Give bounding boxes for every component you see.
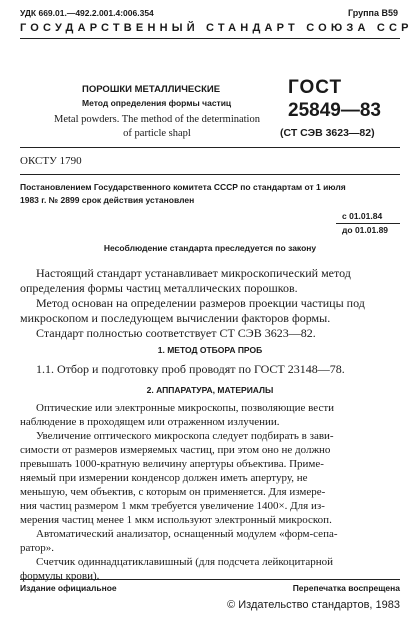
header-rule	[20, 38, 400, 39]
agency-title: ГОСУДАРСТВЕННЫЙ СТАНДАРТ СОЮЗА ССР	[20, 22, 413, 34]
group-code: Группа В59	[347, 8, 398, 18]
section2-p2-line6: ния частиц размером 1 мкм требуется увеличение 1400×. Для из-	[20, 500, 325, 512]
intro-p2	[20, 296, 400, 326]
intro-p1-line1: Настоящий стандарт устанавливает микроскопический метод	[36, 266, 351, 280]
gost-label: ГОСТ	[288, 77, 343, 98]
section2-p2-line2: симости от размеров измеряемых частиц, при этом оно не должно	[20, 444, 331, 456]
effective-to: до 01.01.89	[342, 225, 389, 235]
gost-number: 25849—83	[288, 100, 381, 121]
section1-heading: 1. МЕТОД ОТБОРА ПРОБ	[157, 345, 263, 355]
official-edition: Издание официальное	[20, 583, 117, 593]
section2-p2	[20, 429, 400, 527]
section2-p4-line1: Счетчик одиннадцатиклавишный (для подсчета лейкоцитарной	[36, 556, 333, 568]
intro-p1	[20, 266, 400, 296]
decree-text	[20, 181, 400, 207]
intro-p3: Стандарт полностью соответствует СТ СЭВ 3623—82.	[36, 326, 316, 340]
section2-p1-line2: наблюдение в проходящем или отраженном излучении.	[20, 416, 280, 428]
section2-p3-line2: ратор».	[20, 542, 55, 554]
section2-p2-line4: няемый при измерении конденсор должен иметь апертуру, не	[20, 472, 308, 484]
gost-sev: (СТ СЭВ 3623—82)	[280, 127, 375, 139]
footer-rule	[20, 579, 400, 580]
section2-p4-line2: формулы крови).	[20, 570, 100, 582]
standard-subtitle: Метод определения формы частиц	[82, 98, 232, 108]
section2-p2-line7: мерения частиц менее 1 мкм используют электронный микроскоп.	[20, 514, 332, 526]
copyright-text: © Издательство стандартов, 1983	[227, 599, 400, 611]
standard-title: ПОРОШКИ МЕТАЛЛИЧЕСКИЕ	[82, 84, 221, 95]
effective-from: с 01.01.84	[342, 211, 383, 221]
section2-p2-line3: превышать 1000-кратную величину апертуры объектива. Приме-	[20, 458, 324, 470]
intro-p2-line2: микроскопом и последующем вычислении факторов формы.	[20, 311, 331, 325]
intro-p2-line1: Метод основан на определении размеров проекции частицы под	[36, 296, 365, 310]
intro-text	[20, 266, 400, 341]
decree-line2: 1983 г. № 2899 срок действия установлен	[20, 195, 195, 205]
section2-p3-line1: Автоматический анализатор, оснащенный модулем «форм-сепа-	[36, 528, 338, 540]
section1-item: 1.1. Отбор и подготовку проб проводят по ГОСТ 23148—78.	[36, 362, 345, 376]
section2-p2-line5: меньшую, чем объектив, с которым он применяется. Для измере-	[20, 486, 326, 498]
english-title	[52, 113, 262, 141]
section2-p1	[20, 401, 400, 429]
reprint-notice: Перепечатка воспрещена	[292, 583, 400, 593]
section2-p3	[20, 527, 400, 555]
decree-line1: Постановлением Государственного комитета СССР по стандартам от 1 июля	[20, 182, 346, 192]
udc-code: УДК 669.01.—492.2.001.4:006.354	[20, 8, 154, 18]
okstu-rule	[20, 174, 400, 175]
effective-rule	[336, 223, 400, 224]
title-rule	[20, 147, 400, 148]
notice-text: Несоблюдение стандарта преследуется по закону	[103, 243, 317, 253]
section2-heading: 2. АППАРАТУРА, МАТЕРИАЛЫ	[146, 385, 274, 395]
section2-p1-line1: Оптические или электронные микроскопы, позволяющие вести	[36, 402, 335, 414]
section2-text	[20, 401, 400, 583]
english-title-line2: of particle shapl	[123, 128, 191, 139]
section2-p2-line1: Увеличение оптического микроскопа следует подбирать в зави-	[36, 430, 334, 442]
intro-p1-line2: определения формы частиц металлических порошков.	[20, 281, 298, 295]
english-title-line1: Metal powders. The method of the determination	[54, 114, 260, 125]
okstu-code: ОКСТУ 1790	[20, 155, 82, 167]
